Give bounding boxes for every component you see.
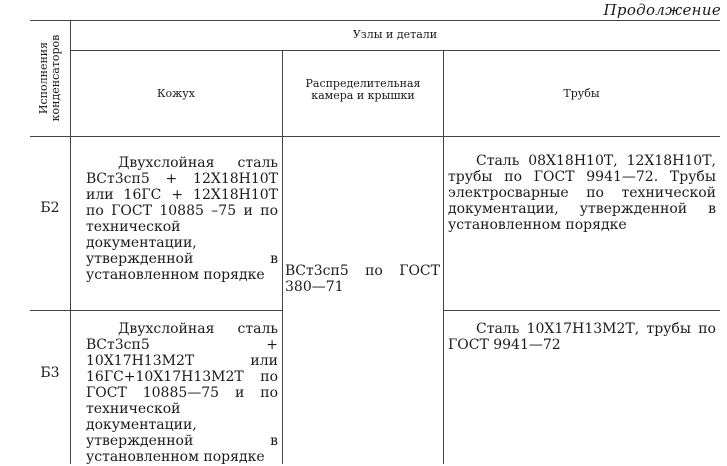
continuation-label: Продолжение: [603, 1, 721, 19]
group-header: Узлы и детали: [352, 29, 438, 41]
materials-table: [30, 20, 720, 464]
variant-col-header-text: Исполнения конденсаторов: [37, 34, 62, 122]
row-b3-casing: Двухслойная сталь ВСт3сп5 + 10Х17Н13М2Т или 16ГС+10Х17Н13М2Т по ГОСТ 10885—75 и по технической документации, утвержденной в установленном порядке: [86, 321, 278, 465]
row-b3-pipes: Сталь 10Х17Н13М2Т, трубы по ГОСТ 9941—72: [448, 321, 716, 353]
col-header-casing: Кожух: [157, 88, 195, 100]
col-header-chamber: Распределительная камера и крышки: [305, 78, 421, 102]
casing-col-rule: [282, 50, 283, 464]
variant-col-rule: [70, 20, 71, 464]
row-divider-b2-b3: [30, 310, 282, 311]
row-b2-pipes: Сталь 08Х18Н10Т, 12Х18Н10Т, трубы по ГОСТ 9941—72. Трубы электросварные по технической документации, утвержденной в установленном порядке: [448, 153, 716, 233]
header-bottom-rule: [30, 136, 720, 137]
table-top-rule: [30, 20, 720, 21]
row-b2-casing: Двухслойная сталь ВСт3сп5 + 12Х18Н10Т или 16ГС + 12Х18Н10Т по ГОСТ 10885 –75 и по технической документации, утвержденной в установленном порядке: [86, 155, 278, 283]
row-b3-variant: Б3: [40, 365, 60, 381]
row-b2-variant: Б2: [40, 200, 60, 216]
col-header-pipes: Трубы: [563, 88, 600, 100]
shared-chamber-material: ВСт3сп5 по ГОСТ 380—71: [285, 263, 440, 295]
chamber-col-rule: [443, 50, 444, 464]
group-header-rule: [70, 50, 720, 51]
row-divider-b2-b3-pipes: [443, 310, 720, 311]
variant-col-header: [30, 20, 70, 137]
